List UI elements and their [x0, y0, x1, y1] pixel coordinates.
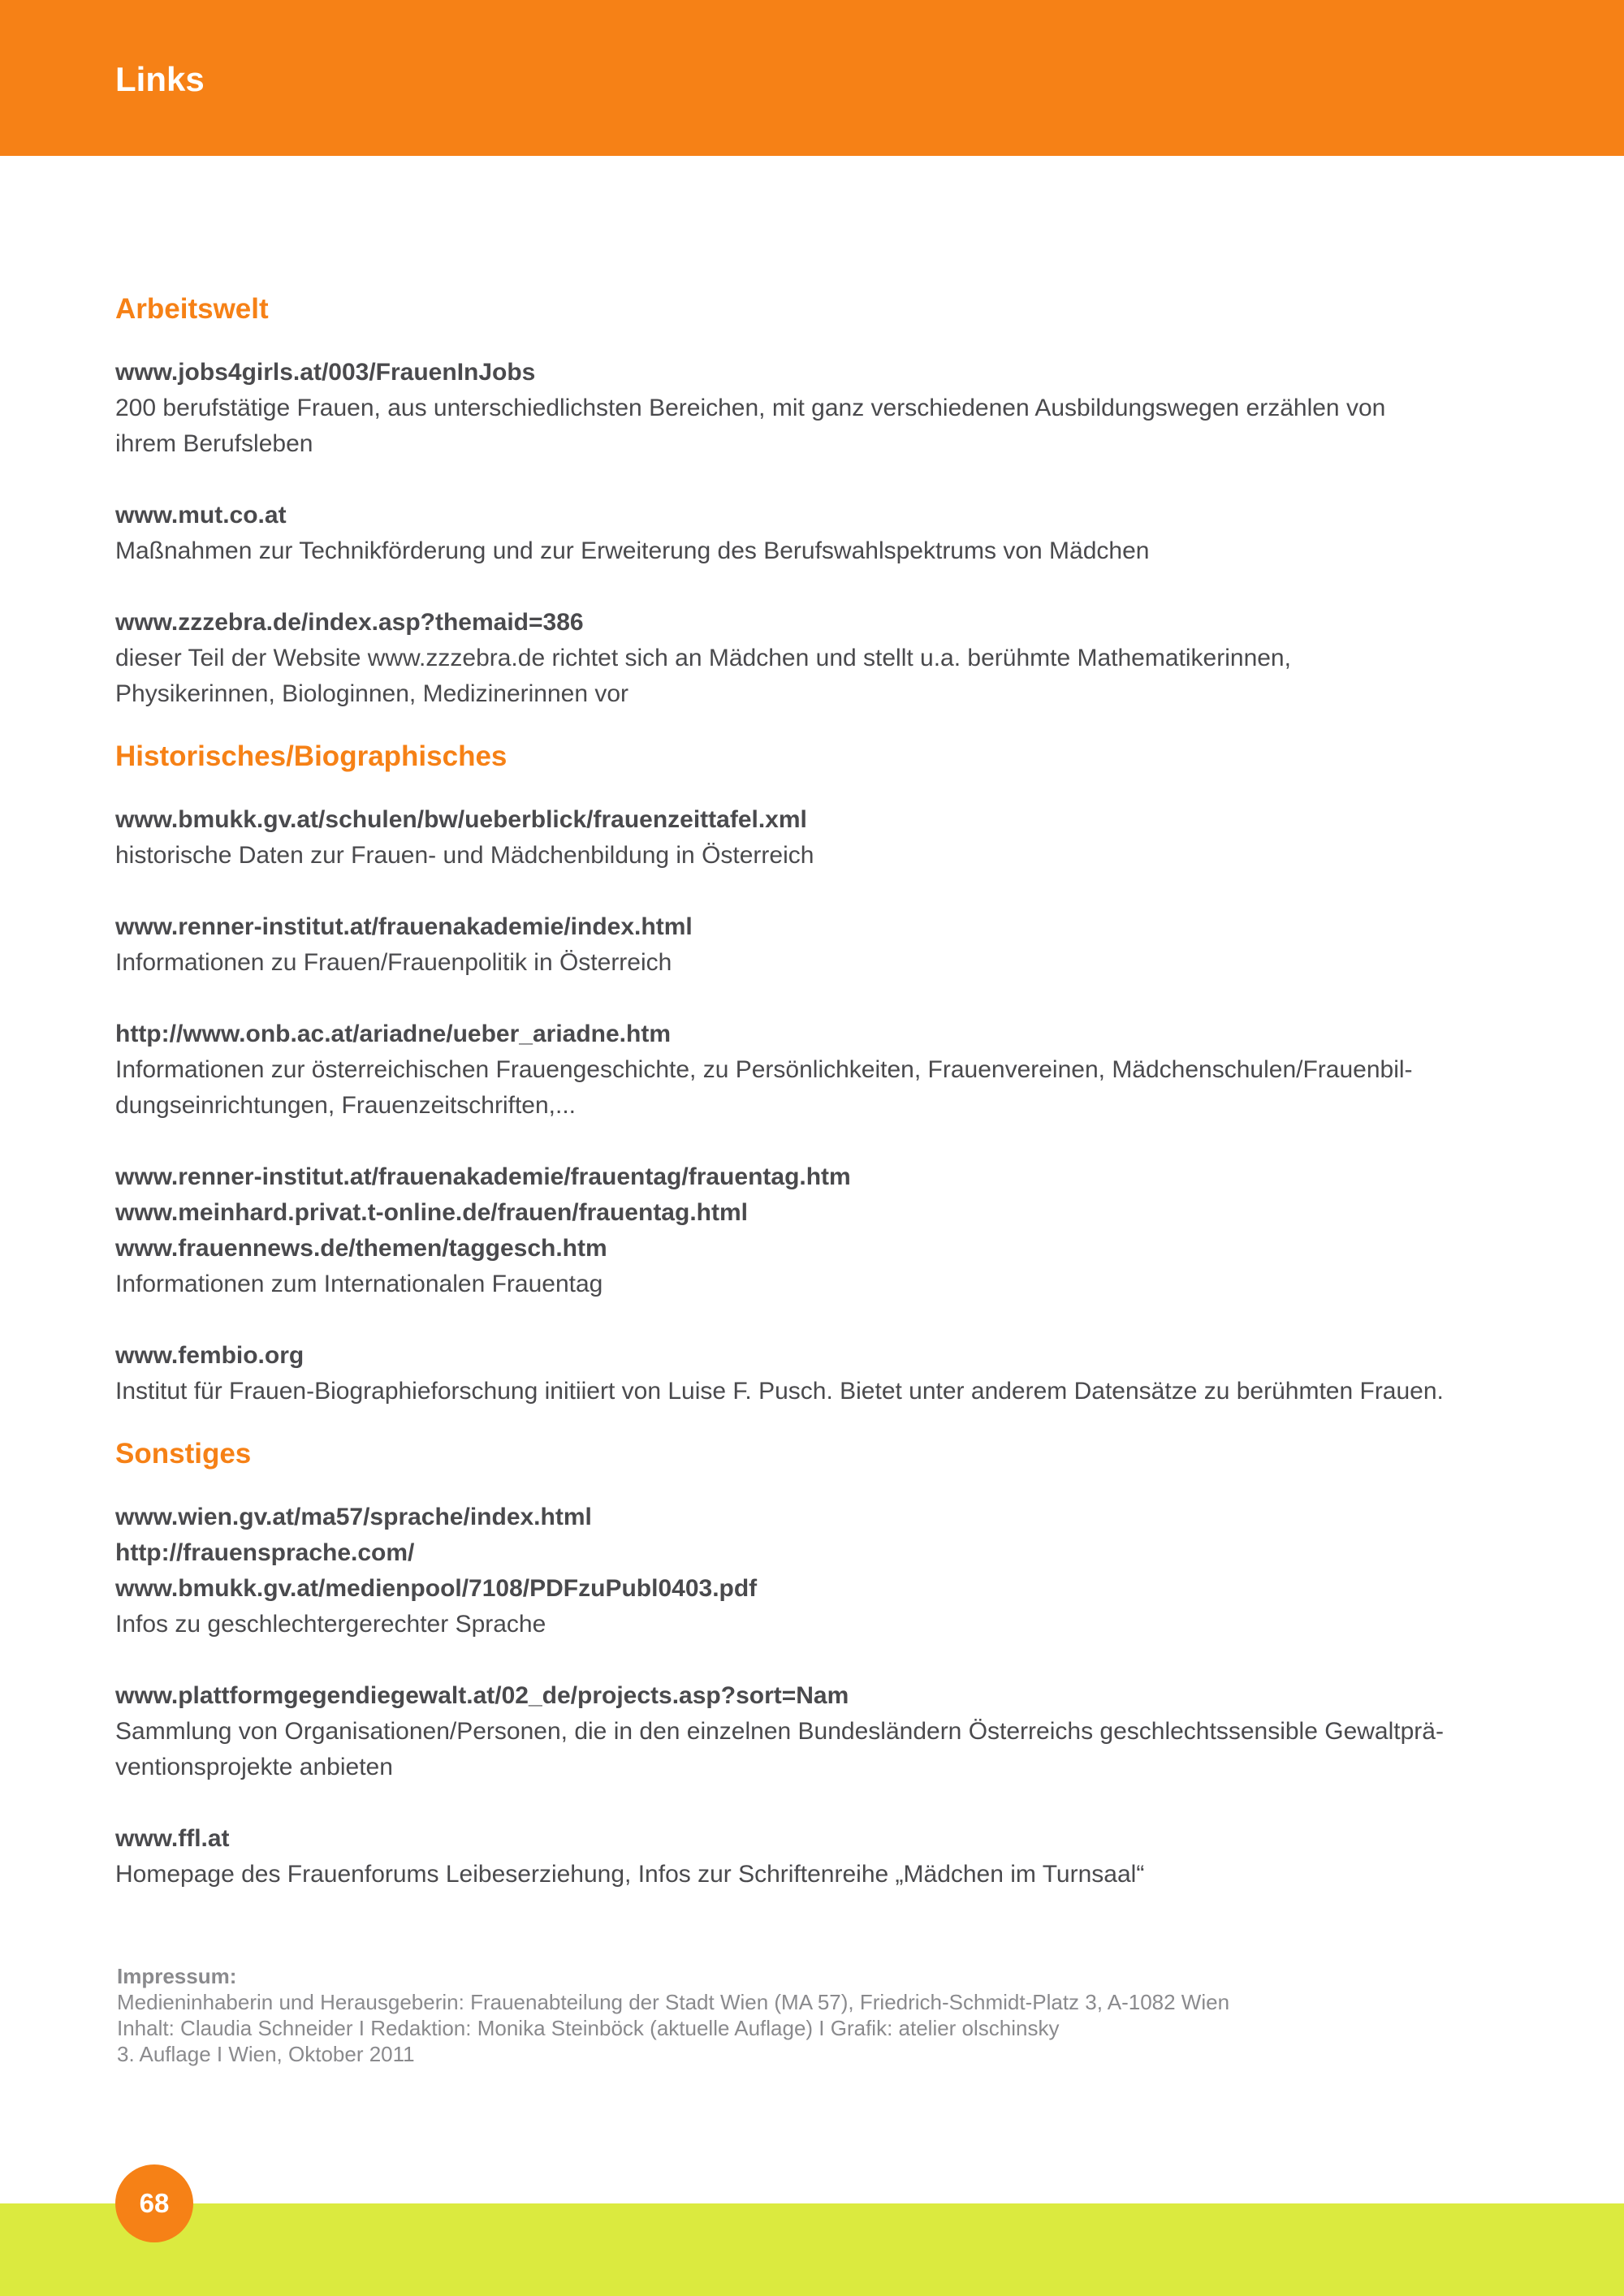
link-entry	[115, 802, 1479, 874]
footer-band	[0, 2203, 1624, 2296]
link-url[interactable]: www.bmukk.gv.at/schulen/bw/ueberblick/frauenzeittafel.xml	[115, 806, 807, 833]
link-entry	[115, 1821, 1479, 1892]
link-description: ihrem Berufsleben	[115, 430, 313, 457]
page-title: Links	[115, 60, 205, 98]
link-url[interactable]: www.wien.gv.at/ma57/sprache/index.html	[115, 1504, 592, 1530]
link-entry	[115, 1016, 1479, 1124]
link-description: Sammlung von Organisationen/Personen, die in den einzelnen Bundesländern Österreichs geschlechtssensible Gewaltprä-	[115, 1718, 1444, 1745]
link-url[interactable]: www.fembio.org	[115, 1342, 304, 1369]
link-description: Informationen zum Internationalen Frauentag	[115, 1271, 603, 1297]
link-description: Informationen zur österreichischen Frauengeschichte, zu Persönlichkeiten, Frauenvereinen, Mädchenschulen/Frauenbil-	[115, 1056, 1413, 1083]
link-entry	[115, 1500, 1479, 1642]
link-url[interactable]: www.meinhard.privat.t-online.de/frauen/frauentag.html	[115, 1199, 748, 1226]
link-description: Infos zu geschlechtergerechter Sprache	[115, 1611, 546, 1638]
link-description: Institut für Frauen-Biographieforschung initiiert von Luise F. Pusch. Bietet unter anderem Datensätze zu berühmten Frauen.	[115, 1378, 1444, 1405]
impressum-line: Inhalt: Claudia Schneider I Redaktion: Monika Steinböck (aktuelle Auflage) I Grafik: atelier olschinsky	[117, 2016, 1060, 2040]
link-url[interactable]: www.plattformgegendiegewalt.at/02_de/projects.asp?sort=Nam	[115, 1682, 849, 1709]
link-entry	[115, 1159, 1479, 1302]
link-entry	[115, 1678, 1479, 1785]
link-description: ventionsprojekte anbieten	[115, 1754, 393, 1780]
link-url[interactable]: http://frauensprache.com/	[115, 1539, 415, 1566]
link-url[interactable]: http://www.onb.ac.at/ariadne/ueber_ariadne.htm	[115, 1021, 672, 1047]
impressum-line: Medieninhaberin und Herausgeberin: Frauenabteilung der Stadt Wien (MA 57), Friedrich-Schmidt-Platz 3, A-1082 Wien	[117, 1990, 1230, 2014]
link-description: Homepage des Frauenforums Leibeserziehung, Infos zur Schriftenreihe „Mädchen im Turnsaal“	[115, 1861, 1145, 1888]
link-entry	[115, 909, 1479, 981]
link-entry	[115, 605, 1479, 712]
link-description: historische Daten zur Frauen- und Mädchenbildung in Österreich	[115, 842, 814, 869]
link-url[interactable]: www.bmukk.gv.at/medienpool/7108/PDFzuPubl0403.pdf	[115, 1575, 758, 1602]
link-entry	[115, 498, 1479, 569]
link-url[interactable]: www.mut.co.at	[115, 502, 287, 529]
impressum-title: Impressum:	[117, 1964, 237, 1988]
link-description: Maßnahmen zur Technikförderung und zur Erweiterung des Berufswahlspektrums von Mädchen	[115, 537, 1150, 564]
section-heading: Arbeitswelt	[115, 293, 269, 325]
link-description: 200 berufstätige Frauen, aus unterschiedlichsten Bereichen, mit ganz verschiedenen Ausbildungswegen erzählen von	[115, 395, 1386, 421]
link-url[interactable]: www.renner-institut.at/frauenakademie/index.html	[115, 913, 693, 940]
impressum	[117, 1963, 1497, 2067]
link-url[interactable]: www.renner-institut.at/frauenakademie/frauentag/frauentag.htm	[115, 1163, 851, 1190]
link-description: Informationen zu Frauen/Frauenpolitik in Österreich	[115, 949, 672, 976]
header-band	[0, 0, 1624, 156]
link-description: dieser Teil der Website www.zzzebra.de richtet sich an Mädchen und stellt u.a. berühmte Mathematikerinnen,	[115, 645, 1291, 671]
link-description: Physikerinnen, Biologinnen, Medizinerinnen vor	[115, 680, 629, 707]
link-entry	[115, 1338, 1479, 1409]
link-url[interactable]: www.zzzebra.de/index.asp?themaid=386	[115, 609, 584, 636]
link-url[interactable]: www.frauennews.de/themen/taggesch.htm	[115, 1235, 607, 1262]
link-url[interactable]: www.ffl.at	[115, 1825, 230, 1852]
link-url[interactable]: www.jobs4girls.at/003/FrauenInJobs	[115, 359, 536, 386]
section-heading: Historisches/Biographisches	[115, 740, 508, 772]
section-heading: Sonstiges	[115, 1438, 252, 1470]
page-number-badge: 68	[115, 2164, 193, 2242]
links-content	[115, 286, 1479, 1914]
link-entry	[115, 355, 1479, 462]
impressum-line: 3. Auflage I Wien, Oktober 2011	[117, 2042, 415, 2066]
link-description: dungseinrichtungen, Frauenzeitschriften,...	[115, 1092, 576, 1119]
